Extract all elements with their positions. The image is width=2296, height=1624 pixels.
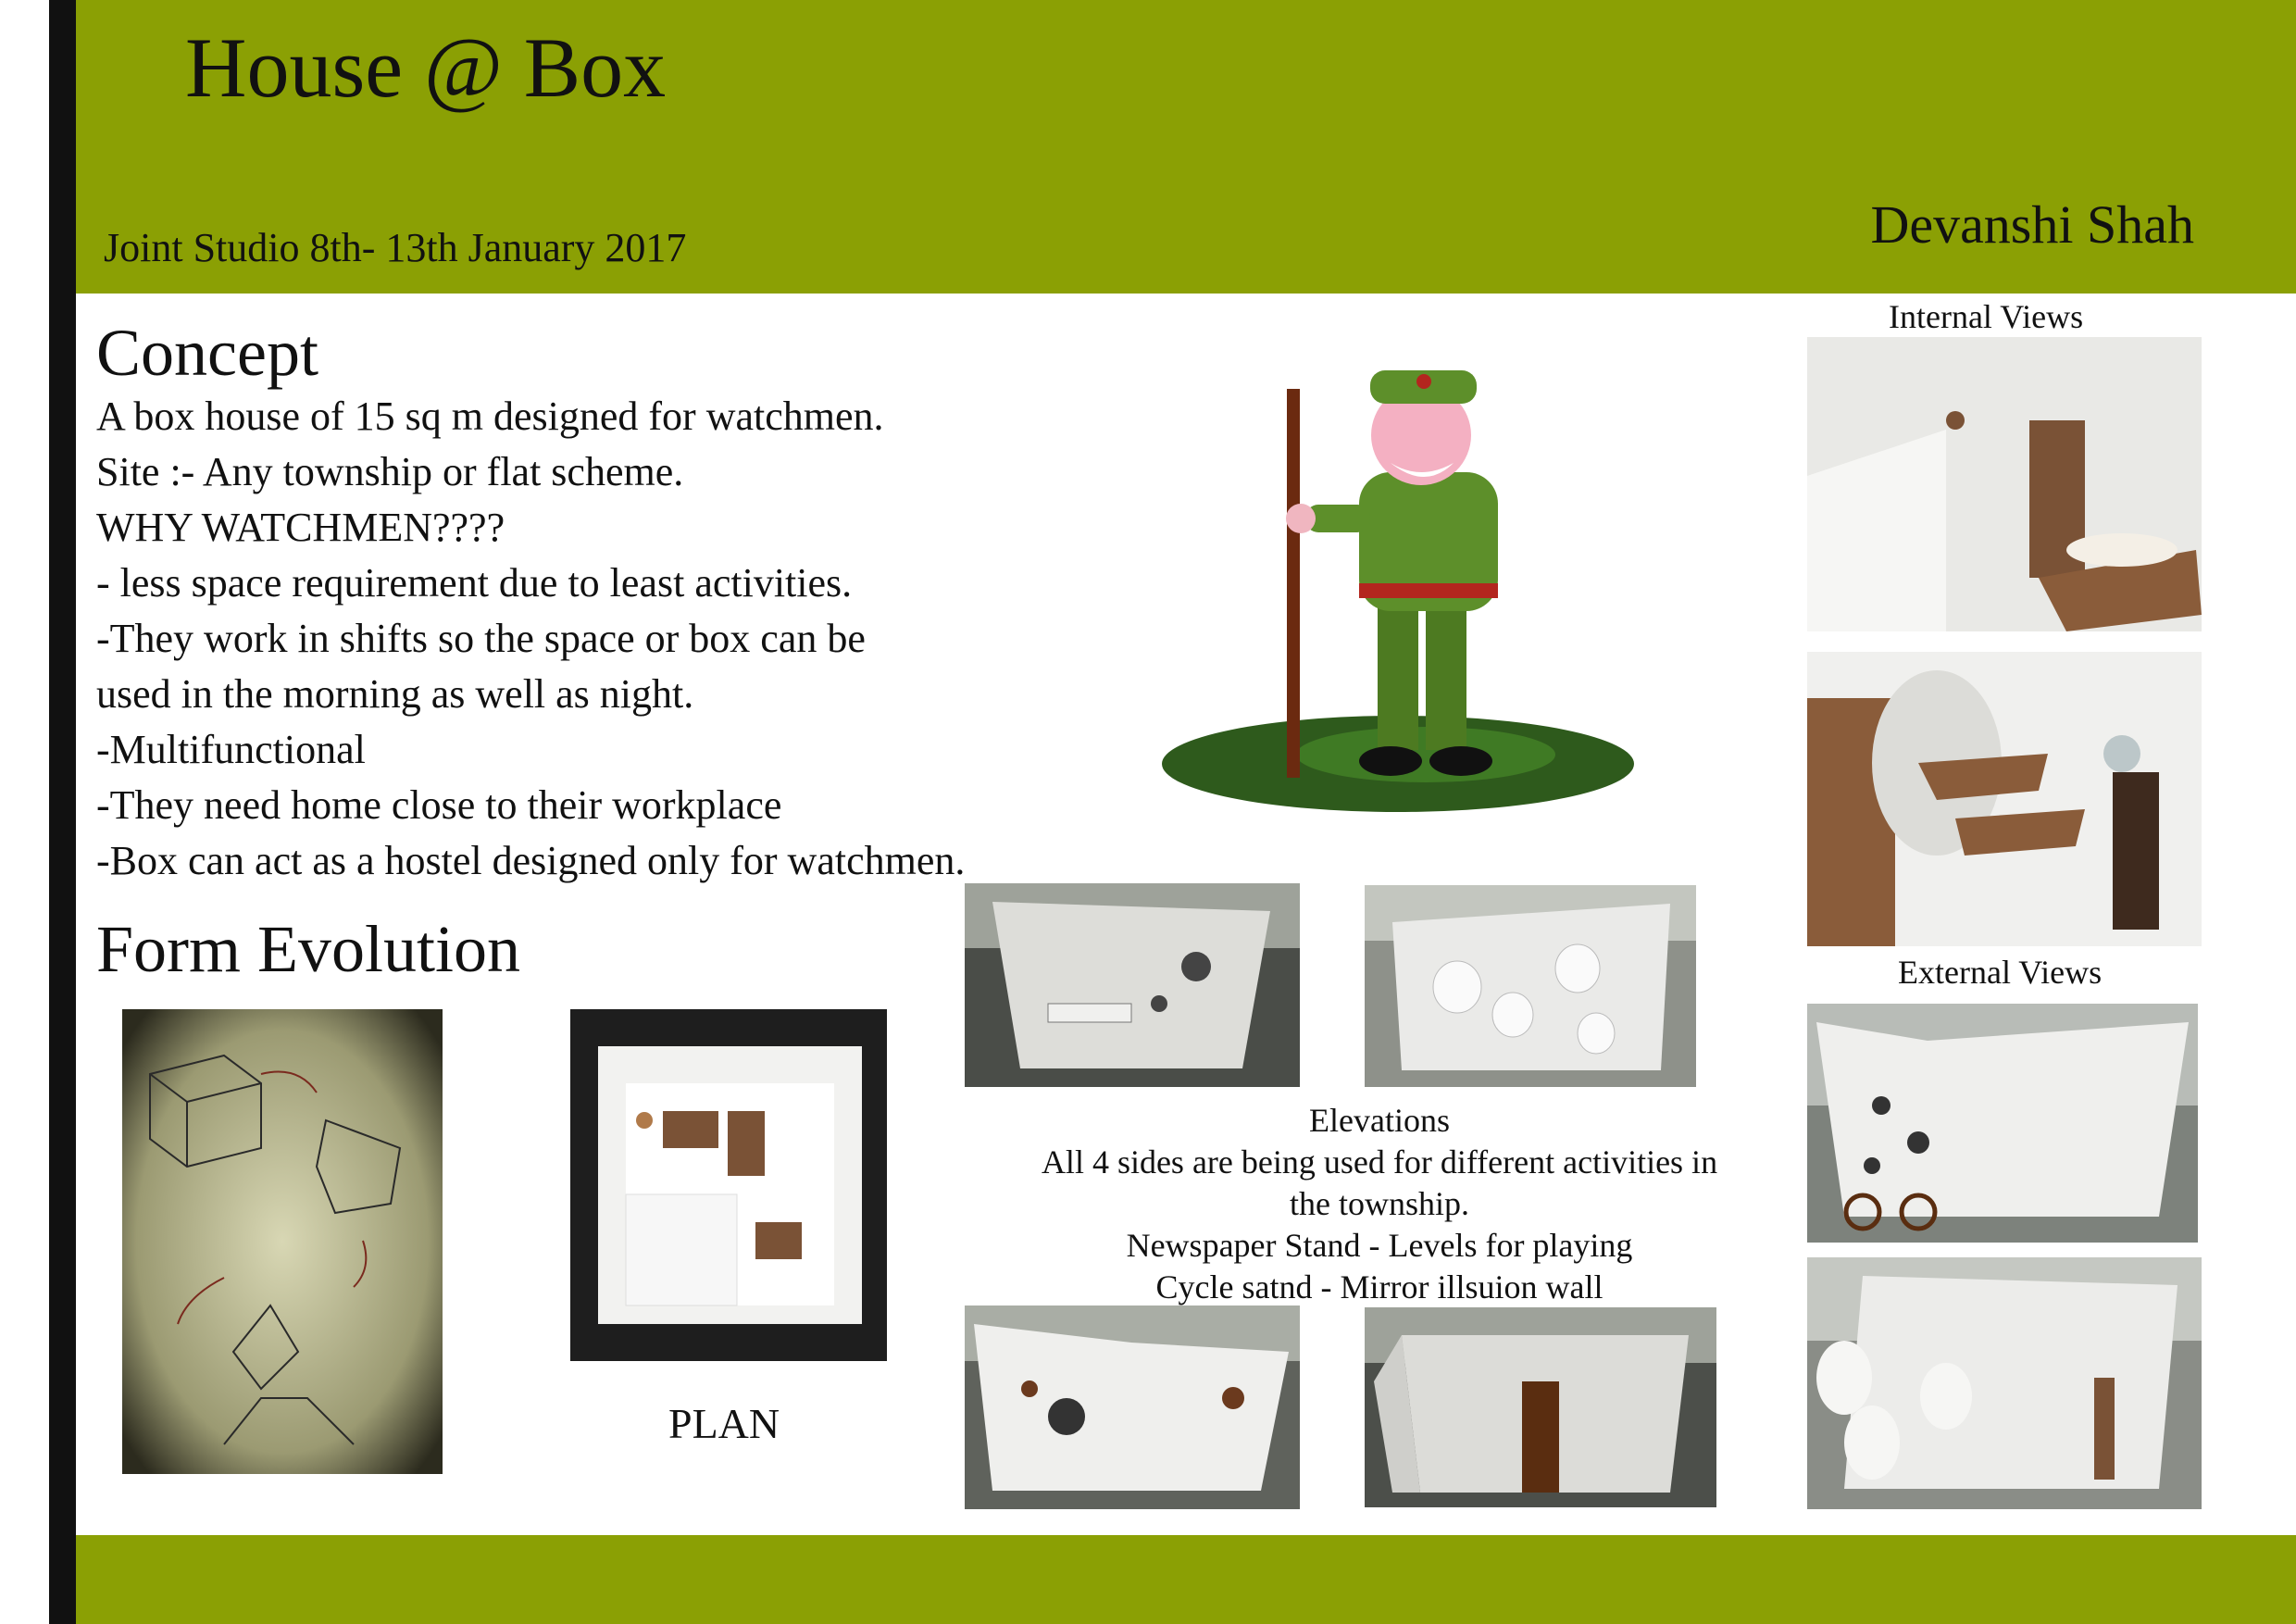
concept-heading: Concept (96, 316, 318, 390)
elevation-photo-2 (1365, 885, 1696, 1087)
internal-view-photo-2 (1807, 652, 2202, 946)
elevations-line: Newspaper Stand - Levels for playing (1126, 1227, 1633, 1264)
form-evolution-heading: Form Evolution (96, 912, 521, 986)
external-view-photo-2 (1807, 1257, 2202, 1509)
concept-line: Site :- Any township or flat scheme. (96, 449, 684, 494)
form-sketch-photo (122, 1009, 443, 1474)
left-margin (0, 0, 50, 1624)
studio-subtitle: Joint Studio 8th- 13th January 2017 (104, 225, 687, 270)
author-name: Devanshi Shah (1870, 194, 2194, 255)
concept-line: -Multifunctional (96, 727, 366, 772)
internal-view-photo-1 (1807, 337, 2202, 631)
concept-line: WHY WATCHMEN???? (96, 505, 505, 550)
left-black-stripe (49, 0, 76, 1624)
elevations-line: All 4 sides are being used for different activities in (1041, 1143, 1718, 1181)
elevations-caption (981, 1100, 1778, 1308)
elevation-photo-4 (1365, 1307, 1716, 1507)
watchman-illustration (1148, 333, 1648, 815)
concept-line: A box house of 15 sq m designed for watchmen. (96, 394, 884, 439)
plan-label: PLAN (668, 1400, 780, 1447)
concept-line: -They work in shifts so the space or box can be (96, 616, 866, 661)
concept-line: used in the morning as well as night. (96, 671, 694, 717)
elevations-line: Cycle satnd - Mirror illsuion wall (1155, 1268, 1603, 1305)
plan-model-photo (570, 1009, 887, 1361)
page-title: House @ Box (185, 20, 667, 115)
external-views-label: External Views (1898, 954, 2103, 991)
elevations-line: Elevations (1309, 1102, 1450, 1139)
concept-line: -Box can act as a hostel designed only for watchmen. (96, 838, 966, 883)
concept-line: -They need home close to their workplace (96, 782, 782, 828)
elevations-line: the township. (1290, 1185, 1469, 1222)
footer-band (76, 1535, 2296, 1624)
elevation-photo-3 (965, 1305, 1300, 1509)
external-view-photo-1 (1807, 1004, 2198, 1243)
internal-views-label: Internal Views (1889, 298, 2084, 335)
concept-text (96, 389, 1161, 889)
elevation-photo-1 (965, 883, 1300, 1087)
concept-line: - less space requirement due to least activities. (96, 560, 853, 606)
